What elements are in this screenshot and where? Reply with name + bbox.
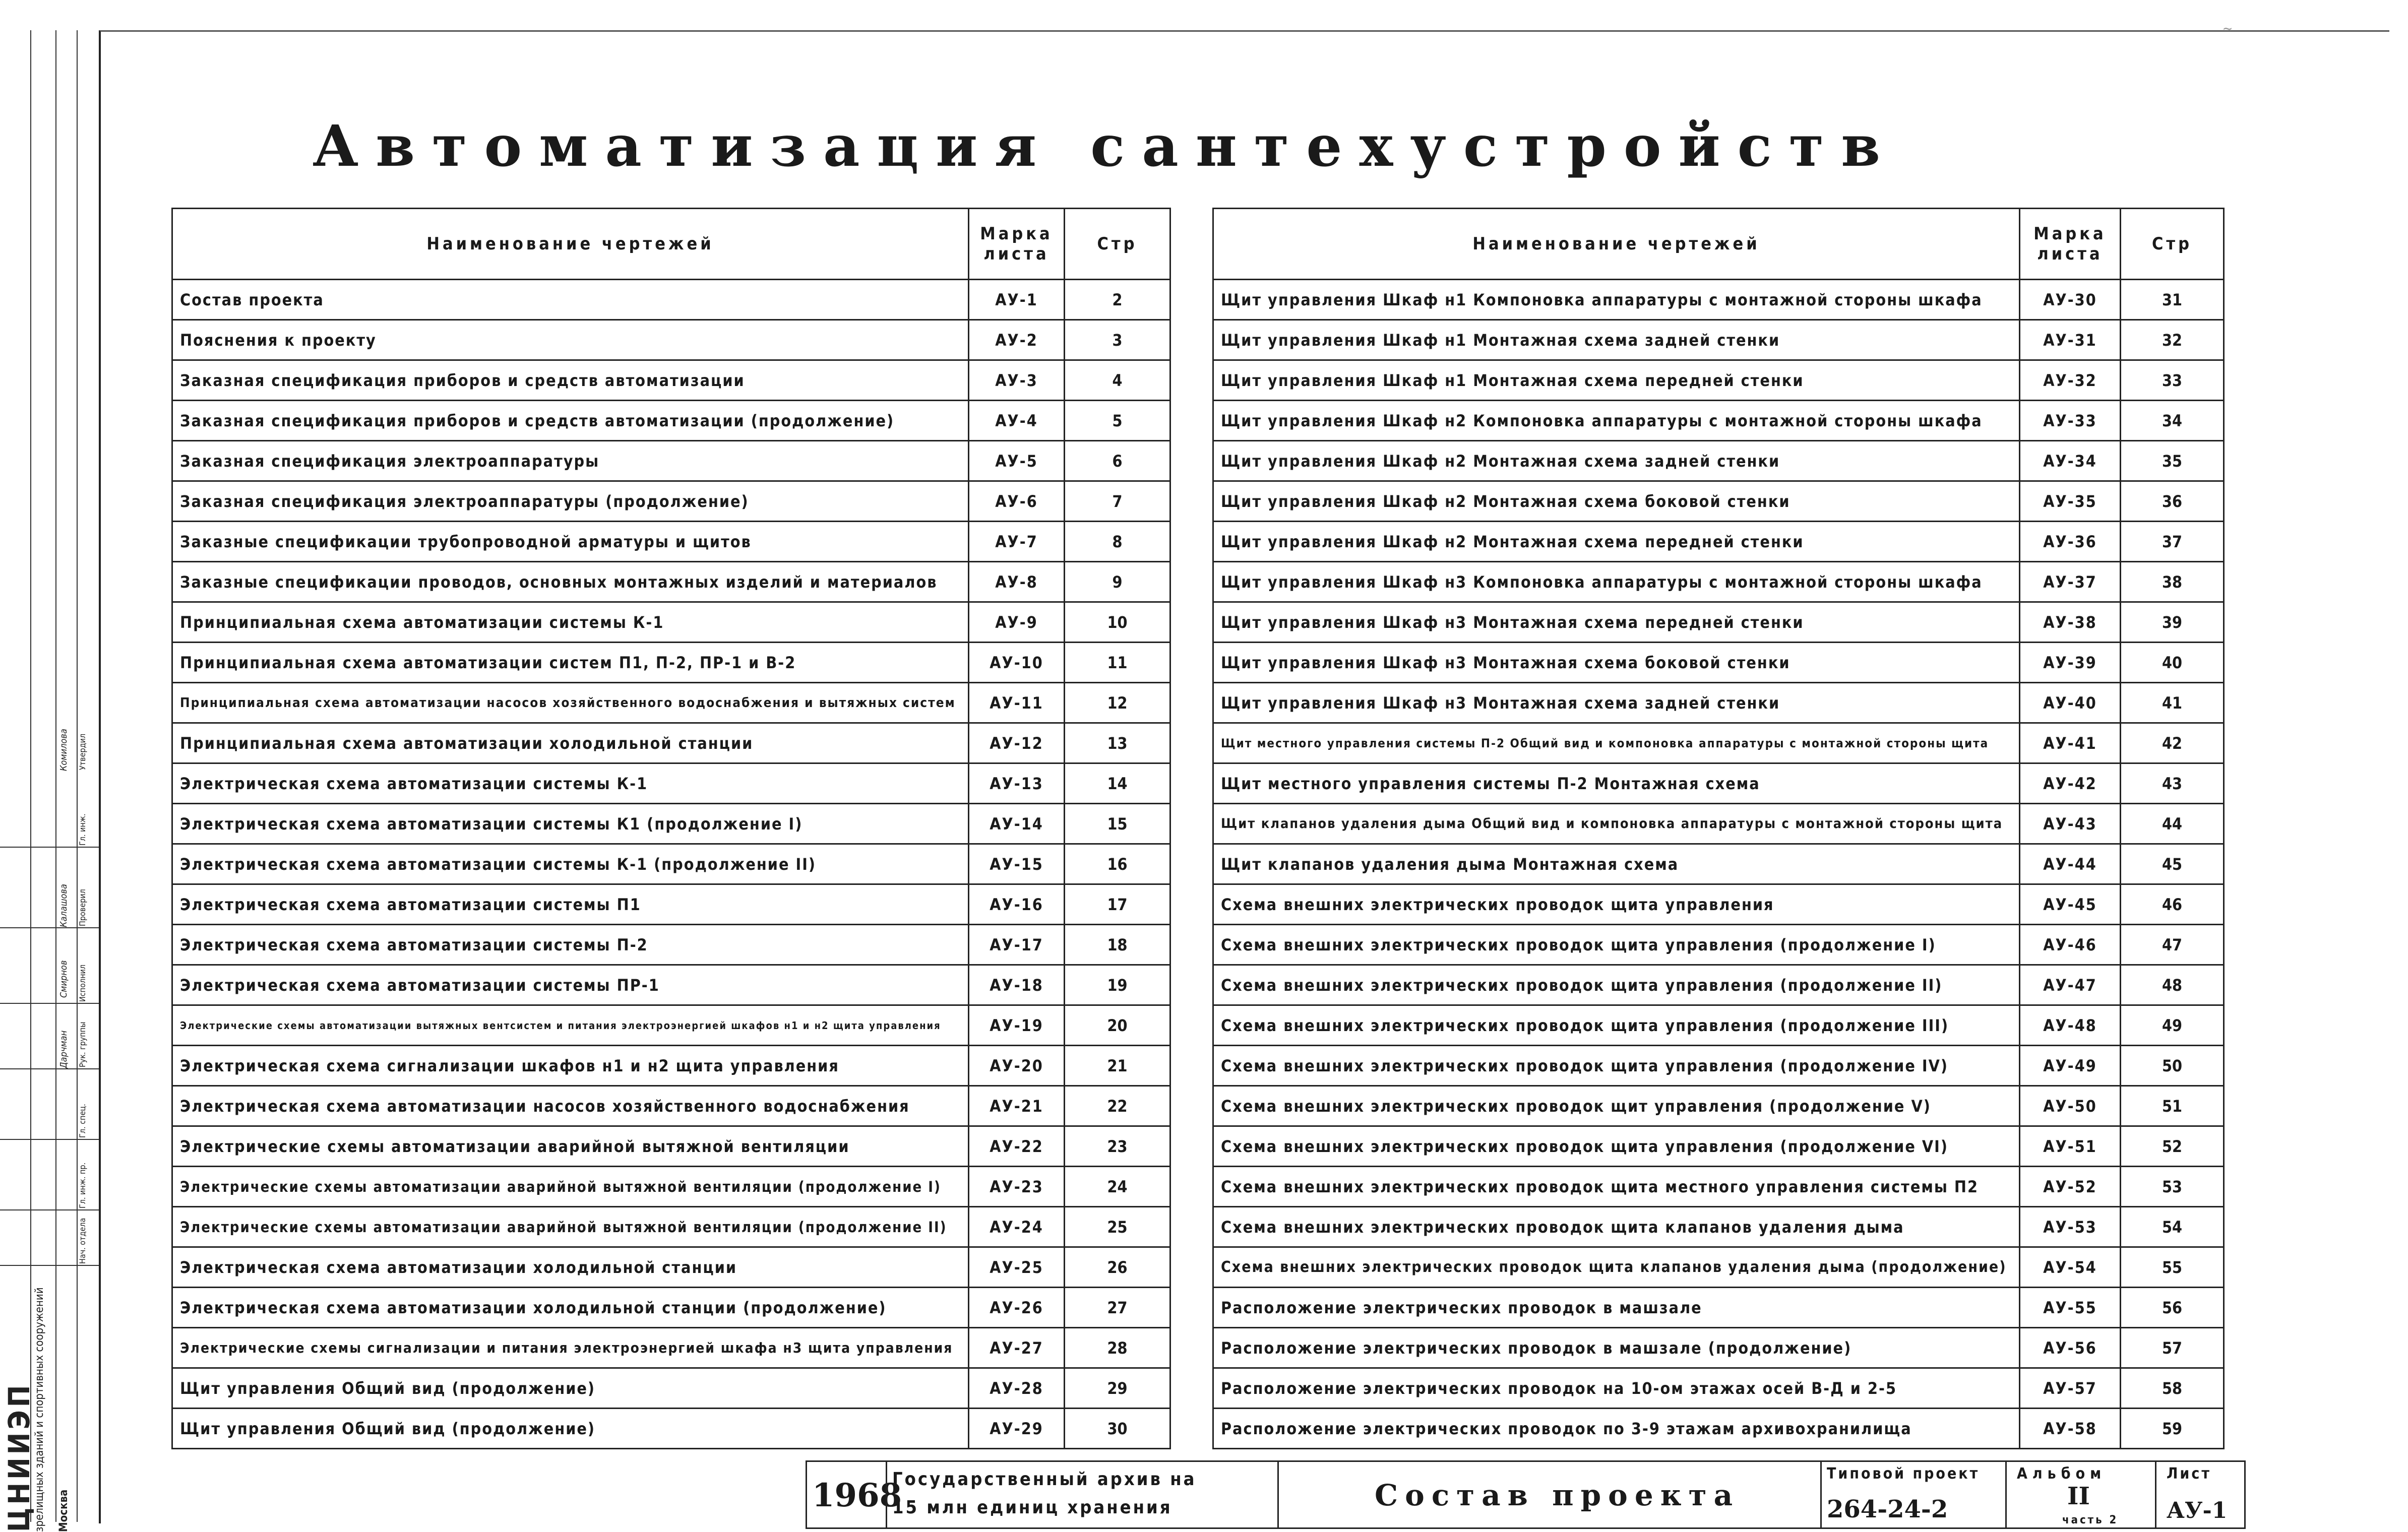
drawing-name: Электрическая схема автоматизации системы П1 <box>172 884 969 925</box>
drawing-name: Щит управления Шкаф н3 Монтажная схема передней стенки <box>1213 602 2020 643</box>
sheet-mark: АУ-19 <box>969 1005 1065 1046</box>
stamp-project-cell <box>1820 1460 2007 1529</box>
page-number: 40 <box>2121 643 2224 683</box>
drawing-name: Схема внешних электрических проводок щита управления (продолжение II) <box>1213 965 2020 1005</box>
sheet-mark: АУ-14 <box>969 804 1065 844</box>
page-number: 24 <box>1065 1167 1170 1207</box>
page-number: 50 <box>2121 1046 2224 1086</box>
drawing-name: Щит управления Шкаф н1 Компоновка аппаратуры с монтажной стороны шкафа <box>1213 280 2020 320</box>
table-row <box>1213 884 2224 925</box>
page-number: 11 <box>1065 643 1170 683</box>
stamp-archive-line2: 15 млн единиц хранения <box>892 1497 1172 1518</box>
table-row <box>172 481 1170 522</box>
sheet-mark: АУ-7 <box>969 522 1065 562</box>
sheet-mark: АУ-48 <box>2020 1005 2121 1046</box>
stamp-project-label: Типовой проект <box>1827 1465 1980 1483</box>
page-number: 56 <box>2121 1288 2224 1328</box>
stamp-album-part: часть 2 <box>2062 1514 2119 1526</box>
page-number: 49 <box>2121 1005 2224 1046</box>
table-row <box>1213 925 2224 965</box>
sheet-mark: АУ-58 <box>2020 1409 2121 1449</box>
stamp-sheet-cell <box>2155 1460 2246 1529</box>
table-row <box>1213 320 2224 360</box>
sheet-mark: АУ-33 <box>2020 401 2121 441</box>
sheet-mark: АУ-36 <box>2020 522 2121 562</box>
drawing-name: Заказные спецификации проводов, основных монтажных изделий и материалов <box>172 562 969 602</box>
page-number: 26 <box>1065 1247 1170 1288</box>
table-row <box>1213 1046 2224 1086</box>
table-row <box>1213 1005 2224 1046</box>
page-number: 18 <box>1065 925 1170 965</box>
table-row <box>172 643 1170 683</box>
page-number: 52 <box>2121 1126 2224 1167</box>
table-row <box>172 1046 1170 1086</box>
drawings-table-right <box>1212 208 2225 1449</box>
role-label: Гл. спец. <box>78 1104 87 1138</box>
drawing-name: Расположение электрических проводок по 3-9 этажам архивохранилища <box>1213 1409 2020 1449</box>
page-number: 48 <box>2121 965 2224 1005</box>
sheet-mark: АУ-20 <box>969 1046 1065 1086</box>
page-number: 41 <box>2121 683 2224 723</box>
page-number: 31 <box>2121 280 2224 320</box>
page-number: 8 <box>1065 522 1170 562</box>
stamp-sheet-label: Лист <box>2167 1465 2211 1483</box>
role-label: Исполнил <box>78 964 87 1002</box>
page-number: 37 <box>2121 522 2224 562</box>
page-number: 45 <box>2121 844 2224 884</box>
sheet-mark: АУ-47 <box>2020 965 2121 1005</box>
sheet-mark: АУ-31 <box>2020 320 2121 360</box>
table-row <box>172 965 1170 1005</box>
page-number: 36 <box>2121 481 2224 522</box>
page-number: 4 <box>1065 360 1170 401</box>
drawing-name: Схема внешних электрических проводок щита управления <box>1213 884 2020 925</box>
page-number: 21 <box>1065 1046 1170 1086</box>
page-title: Автоматизация сантехустройств <box>313 113 1898 180</box>
drawing-name: Щит управления Шкаф н2 Монтажная схема задней стенки <box>1213 441 2020 481</box>
page-number: 43 <box>2121 763 2224 804</box>
drawing-name: Расположение электрических проводок на 10-ом этажах осей В-Д и 2-5 <box>1213 1368 2020 1409</box>
header-mark: Марка листа <box>969 209 1065 280</box>
sheet-mark: АУ-39 <box>2020 643 2121 683</box>
page-number: 57 <box>2121 1328 2224 1368</box>
page-number: 46 <box>2121 884 2224 925</box>
sheet-mark: АУ-55 <box>2020 1288 2121 1328</box>
sheet-mark: АУ-1 <box>969 280 1065 320</box>
institute-city: Москва <box>57 1489 70 1532</box>
table-row <box>1213 1207 2224 1247</box>
page-number: 20 <box>1065 1005 1170 1046</box>
table-row <box>1213 1247 2224 1288</box>
sheet-mark: АУ-45 <box>2020 884 2121 925</box>
sheet-mark: АУ-13 <box>969 763 1065 804</box>
header-mark: Марка листа <box>2020 209 2121 280</box>
page-number: 28 <box>1065 1328 1170 1368</box>
drawing-name: Заказная спецификация приборов и средств автоматизации (продолжение) <box>172 401 969 441</box>
stamp-sheet-title: Состав проекта <box>1375 1478 1740 1512</box>
page-number: 2 <box>1065 280 1170 320</box>
table-row <box>1213 280 2224 320</box>
drawing-name: Щит управления Шкаф н3 Монтажная схема боковой стенки <box>1213 643 2020 683</box>
table-row <box>1213 360 2224 401</box>
table-row <box>1213 844 2224 884</box>
table-row <box>172 401 1170 441</box>
drawing-name: Расположение электрических проводок в машзале <box>1213 1288 2020 1328</box>
table-row <box>172 723 1170 763</box>
page-number: 14 <box>1065 763 1170 804</box>
table-row <box>1213 763 2224 804</box>
sheet-mark: АУ-57 <box>2020 1368 2121 1409</box>
sheet-mark: АУ-37 <box>2020 562 2121 602</box>
sheet-mark: АУ-9 <box>969 602 1065 643</box>
page-number: 34 <box>2121 401 2224 441</box>
sheet-mark: АУ-32 <box>2020 360 2121 401</box>
table-row <box>172 522 1170 562</box>
drawing-name: Электрическая схема автоматизации насосов хозяйственного водоснабжения <box>172 1086 969 1126</box>
table-row <box>1213 481 2224 522</box>
page-number: 47 <box>2121 925 2224 965</box>
table-row <box>172 1409 1170 1449</box>
stamp-year: 1968 <box>812 1477 902 1514</box>
page-number: 33 <box>2121 360 2224 401</box>
drawing-name: Принципиальная схема автоматизации холодильной станции <box>172 723 969 763</box>
drawing-name: Схема внешних электрических проводок щита клапанов удаления дыма (продолжение) <box>1213 1247 2020 1288</box>
sheet-mark: АУ-52 <box>2020 1167 2121 1207</box>
table-row <box>172 1368 1170 1409</box>
sheet-mark: АУ-41 <box>2020 723 2121 763</box>
sheet-mark: АУ-2 <box>969 320 1065 360</box>
table-header-row <box>1213 209 2224 280</box>
header-name: Наименование чертежей <box>1213 209 2020 280</box>
table-row <box>172 1288 1170 1328</box>
header-page: Стр <box>2121 209 2224 280</box>
table-row <box>172 884 1170 925</box>
drawing-name: Щит клапанов удаления дыма Общий вид и компоновка аппаратуры с монтажной стороны щита <box>1213 804 2020 844</box>
table-row <box>172 1126 1170 1167</box>
page-number: 15 <box>1065 804 1170 844</box>
table-row <box>1213 1328 2224 1368</box>
drawing-name: Электрическая схема автоматизации системы К1 (продолжение I) <box>172 804 969 844</box>
drawing-name: Электрические схемы автоматизации аварийной вытяжной вентиляции (продолжение II) <box>172 1207 969 1247</box>
sheet-mark: АУ-27 <box>969 1328 1065 1368</box>
sheet-mark: АУ-56 <box>2020 1328 2121 1368</box>
drawing-name: Электрическая схема автоматизации системы ПР-1 <box>172 965 969 1005</box>
sheet-mark: АУ-30 <box>2020 280 2121 320</box>
stamp-year-cell <box>806 1460 902 1529</box>
drawing-name: Щит управления Шкаф н1 Монтажная схема передней стенки <box>1213 360 2020 401</box>
page-number: 30 <box>1065 1409 1170 1449</box>
page-number: 19 <box>1065 965 1170 1005</box>
page-number: 54 <box>2121 1207 2224 1247</box>
stamp-album-value: II <box>2067 1482 2090 1510</box>
table-row <box>172 1247 1170 1288</box>
sheet-mark: АУ-16 <box>969 884 1065 925</box>
strip-divider <box>0 1265 99 1266</box>
page-number: 44 <box>2121 804 2224 844</box>
page-number: 35 <box>2121 441 2224 481</box>
page-number: 58 <box>2121 1368 2224 1409</box>
table-row <box>172 441 1170 481</box>
sheet-mark: АУ-53 <box>2020 1207 2121 1247</box>
scan-noise-mark: ~ <box>2223 20 2233 38</box>
sheet-mark: АУ-5 <box>969 441 1065 481</box>
table-row <box>1213 965 2224 1005</box>
table-row <box>172 1207 1170 1247</box>
table-row <box>1213 441 2224 481</box>
drawing-name: Заказные спецификации трубопроводной арматуры и щитов <box>172 522 969 562</box>
stamp-sheet-title-cell <box>1277 1460 1822 1529</box>
sheet-mark: АУ-4 <box>969 401 1065 441</box>
drawing-name: Электрические схемы автоматизации аварийной вытяжной вентиляции <box>172 1126 969 1167</box>
table-row <box>1213 1409 2224 1449</box>
sheet-mark: АУ-40 <box>2020 683 2121 723</box>
page-number: 3 <box>1065 320 1170 360</box>
role-label: Гл. инж. пр. <box>78 1162 87 1208</box>
drawing-name: Щит управления Шкаф н1 Монтажная схема задней стенки <box>1213 320 2020 360</box>
signature-name: Комилова <box>58 729 69 771</box>
table-row <box>1213 683 2224 723</box>
table-row <box>172 1328 1170 1368</box>
page-number: 39 <box>2121 602 2224 643</box>
stamp-archive-cell <box>886 1460 1279 1529</box>
drawing-name: Схема внешних электрических проводок щита управления (продолжение IV) <box>1213 1046 2020 1086</box>
signature-name: Дарчман <box>58 1030 69 1068</box>
table-row <box>172 925 1170 965</box>
stamp-sheet-value: АУ-1 <box>2167 1498 2228 1523</box>
page-number: 6 <box>1065 441 1170 481</box>
table-row <box>172 562 1170 602</box>
role-label: Гл. инж. <box>78 813 87 846</box>
sheet-mark: АУ-23 <box>969 1167 1065 1207</box>
table-row <box>1213 401 2224 441</box>
drawing-name: Расположение электрических проводок в машзале (продолжение) <box>1213 1328 2020 1368</box>
drawing-name: Электрические схемы автоматизации аварийной вытяжной вентиляции (продолжение I) <box>172 1167 969 1207</box>
sheet-mark: АУ-11 <box>969 683 1065 723</box>
table-row <box>1213 602 2224 643</box>
page-number: 38 <box>2121 562 2224 602</box>
drawing-name: Электрическая схема автоматизации холодильной станции <box>172 1247 969 1288</box>
table-row <box>1213 562 2224 602</box>
stamp-album-label: Альбом <box>2017 1465 2107 1483</box>
page-number: 51 <box>2121 1086 2224 1126</box>
sheet-mark: АУ-25 <box>969 1247 1065 1288</box>
drawing-name: Схема внешних электрических проводок щита управления (продолжение III) <box>1213 1005 2020 1046</box>
drawing-name: Принципиальная схема автоматизации насосов хозяйственного водоснабжения и вытяжных систем <box>172 683 969 723</box>
table-row <box>1213 643 2224 683</box>
sheet-mark: АУ-46 <box>2020 925 2121 965</box>
page-number: 42 <box>2121 723 2224 763</box>
drawing-name: Заказная спецификация электроаппаратуры (продолжение) <box>172 481 969 522</box>
table-header-row <box>172 209 1170 280</box>
drawing-name: Щит местного управления системы П-2 Монтажная схема <box>1213 763 2020 804</box>
drawing-name: Электрическая схема автоматизации системы П-2 <box>172 925 969 965</box>
table-row <box>1213 804 2224 844</box>
page-number: 13 <box>1065 723 1170 763</box>
table-row <box>172 804 1170 844</box>
table-row <box>172 763 1170 804</box>
page-number: 25 <box>1065 1207 1170 1247</box>
table-row <box>172 683 1170 723</box>
page-number: 16 <box>1065 844 1170 884</box>
drawing-name: Щит управления Шкаф н2 Компоновка аппаратуры с монтажной стороны шкафа <box>1213 401 2020 441</box>
sheet-mark: АУ-43 <box>2020 804 2121 844</box>
sheet-mark: АУ-22 <box>969 1126 1065 1167</box>
signature-name: Смирнов <box>58 960 69 998</box>
drawing-name: Щит управления Шкаф н2 Монтажная схема передней стенки <box>1213 522 2020 562</box>
header-name: Наименование чертежей <box>172 209 969 280</box>
drawing-name: Электрическая схема сигнализации шкафов н1 и н2 щита управления <box>172 1046 969 1086</box>
page-number: 23 <box>1065 1126 1170 1167</box>
sheet-mark: АУ-18 <box>969 965 1065 1005</box>
table-row <box>1213 522 2224 562</box>
sheet-mark: АУ-38 <box>2020 602 2121 643</box>
sheet-mark: АУ-50 <box>2020 1086 2121 1126</box>
drawing-name: Пояснения к проекту <box>172 320 969 360</box>
sheet-mark: АУ-26 <box>969 1288 1065 1328</box>
sheet-mark: АУ-8 <box>969 562 1065 602</box>
sheet-mark: АУ-49 <box>2020 1046 2121 1086</box>
sheet-mark: АУ-29 <box>969 1409 1065 1449</box>
table-row <box>1213 1126 2224 1167</box>
table-row <box>172 1167 1170 1207</box>
drawing-name: Электрические схемы автоматизации вытяжных вентсистем и питания электроэнергией шкафов н1 и н2 щита управления <box>172 1005 969 1046</box>
table-row <box>1213 1086 2224 1126</box>
page-number: 17 <box>1065 884 1170 925</box>
table-row <box>172 844 1170 884</box>
drawing-name: Схема внешних электрических проводок щита управления (продолжение I) <box>1213 925 2020 965</box>
table-row <box>172 602 1170 643</box>
sheet-mark: АУ-35 <box>2020 481 2121 522</box>
drawing-name: Электрические схемы сигнализации и питания электроэнергией шкафа н3 щита управления <box>172 1328 969 1368</box>
drawing-name: Состав проекта <box>172 280 969 320</box>
sheet-mark: АУ-51 <box>2020 1126 2121 1167</box>
strip-divider <box>55 30 56 1522</box>
drawing-name: Электрическая схема автоматизации системы К-1 (продолжение II) <box>172 844 969 884</box>
stamp-project-value: 264-24-2 <box>1827 1495 1948 1523</box>
page-number: 22 <box>1065 1086 1170 1126</box>
page-number: 12 <box>1065 683 1170 723</box>
drawing-name: Заказная спецификация приборов и средств автоматизации <box>172 360 969 401</box>
drawing-name: Схема внешних электрических проводок щита местного управления системы П2 <box>1213 1167 2020 1207</box>
drawing-name: Щит управления Общий вид (продолжение) <box>172 1409 969 1449</box>
drawing-name: Схема внешних электрических проводок щита управления (продолжение VI) <box>1213 1126 2020 1167</box>
role-label: Нач. отдела <box>78 1218 87 1264</box>
page-number: 59 <box>2121 1409 2224 1449</box>
page-number: 27 <box>1065 1288 1170 1328</box>
page-number: 32 <box>2121 320 2224 360</box>
role-label: Утвердил <box>78 733 87 770</box>
drawing-name: Электрическая схема автоматизации системы К-1 <box>172 763 969 804</box>
table-row <box>1213 1288 2224 1328</box>
role-label: Рук. группы <box>78 1022 87 1067</box>
page-number: 53 <box>2121 1167 2224 1207</box>
drawing-name: Заказная спецификация электроаппаратуры <box>172 441 969 481</box>
sheet-mark: АУ-15 <box>969 844 1065 884</box>
table-row <box>172 1086 1170 1126</box>
table-row <box>172 360 1170 401</box>
page-number: 5 <box>1065 401 1170 441</box>
role-label: Проверил <box>78 889 87 926</box>
signature-name: Калашова <box>58 884 69 927</box>
sheet-mark: АУ-6 <box>969 481 1065 522</box>
page-number: 9 <box>1065 562 1170 602</box>
drawing-name: Щит управления Общий вид (продолжение) <box>172 1368 969 1409</box>
sheet-mark: АУ-10 <box>969 643 1065 683</box>
institute-name: ЦНИИЭП <box>2 1382 36 1532</box>
sheet-mark: АУ-34 <box>2020 441 2121 481</box>
drawing-name: Щит управления Шкаф н3 Компоновка аппаратуры с монтажной стороны шкафа <box>1213 562 2020 602</box>
stamp-album-cell <box>2005 1460 2156 1529</box>
sheet-mark: АУ-17 <box>969 925 1065 965</box>
drawing-name: Щит местного управления системы П-2 Общий вид и компоновка аппаратуры с монтажной стороны щита <box>1213 723 2020 763</box>
table-row <box>172 1005 1170 1046</box>
table-row <box>172 280 1170 320</box>
stamp-archive-line1: Государственный архив на <box>892 1469 1197 1490</box>
header-page: Стр <box>1065 209 1170 280</box>
table-row <box>1213 1167 2224 1207</box>
table-row <box>1213 723 2224 763</box>
drawing-name: Принципиальная схема автоматизации системы К-1 <box>172 602 969 643</box>
page-number: 55 <box>2121 1247 2224 1288</box>
sheet-mark: АУ-21 <box>969 1086 1065 1126</box>
drawing-name: Схема внешних электрических проводок щит управления (продолжение V) <box>1213 1086 2020 1126</box>
sheet-mark: АУ-54 <box>2020 1247 2121 1288</box>
table-row <box>1213 1368 2224 1409</box>
page-number: 7 <box>1065 481 1170 522</box>
sheet-mark: АУ-12 <box>969 723 1065 763</box>
institute-full-name: зрелищных зданий и спортивных сооружений <box>33 1287 46 1532</box>
drawing-name: Щит клапанов удаления дыма Монтажная схема <box>1213 844 2020 884</box>
drawing-name: Электрическая схема автоматизации холодильной станции (продолжение) <box>172 1288 969 1328</box>
sheet-mark: АУ-24 <box>969 1207 1065 1247</box>
drawing-name: Щит управления Шкаф н2 Монтажная схема боковой стенки <box>1213 481 2020 522</box>
page-number: 29 <box>1065 1368 1170 1409</box>
sheet-mark: АУ-42 <box>2020 763 2121 804</box>
drawings-table-left <box>171 208 1171 1449</box>
sheet-mark: АУ-3 <box>969 360 1065 401</box>
sheet-mark: АУ-28 <box>969 1368 1065 1409</box>
sheet-mark: АУ-44 <box>2020 844 2121 884</box>
drawing-name: Схема внешних электрических проводок щита клапанов удаления дыма <box>1213 1207 2020 1247</box>
drawing-name: Принципиальная схема автоматизации систем П1, П-2, ПР-1 и В-2 <box>172 643 969 683</box>
table-row <box>172 320 1170 360</box>
left-stamp-strip <box>0 30 101 1532</box>
page-number: 10 <box>1065 602 1170 643</box>
drawing-name: Щит управления Шкаф н3 Монтажная схема задней стенки <box>1213 683 2020 723</box>
